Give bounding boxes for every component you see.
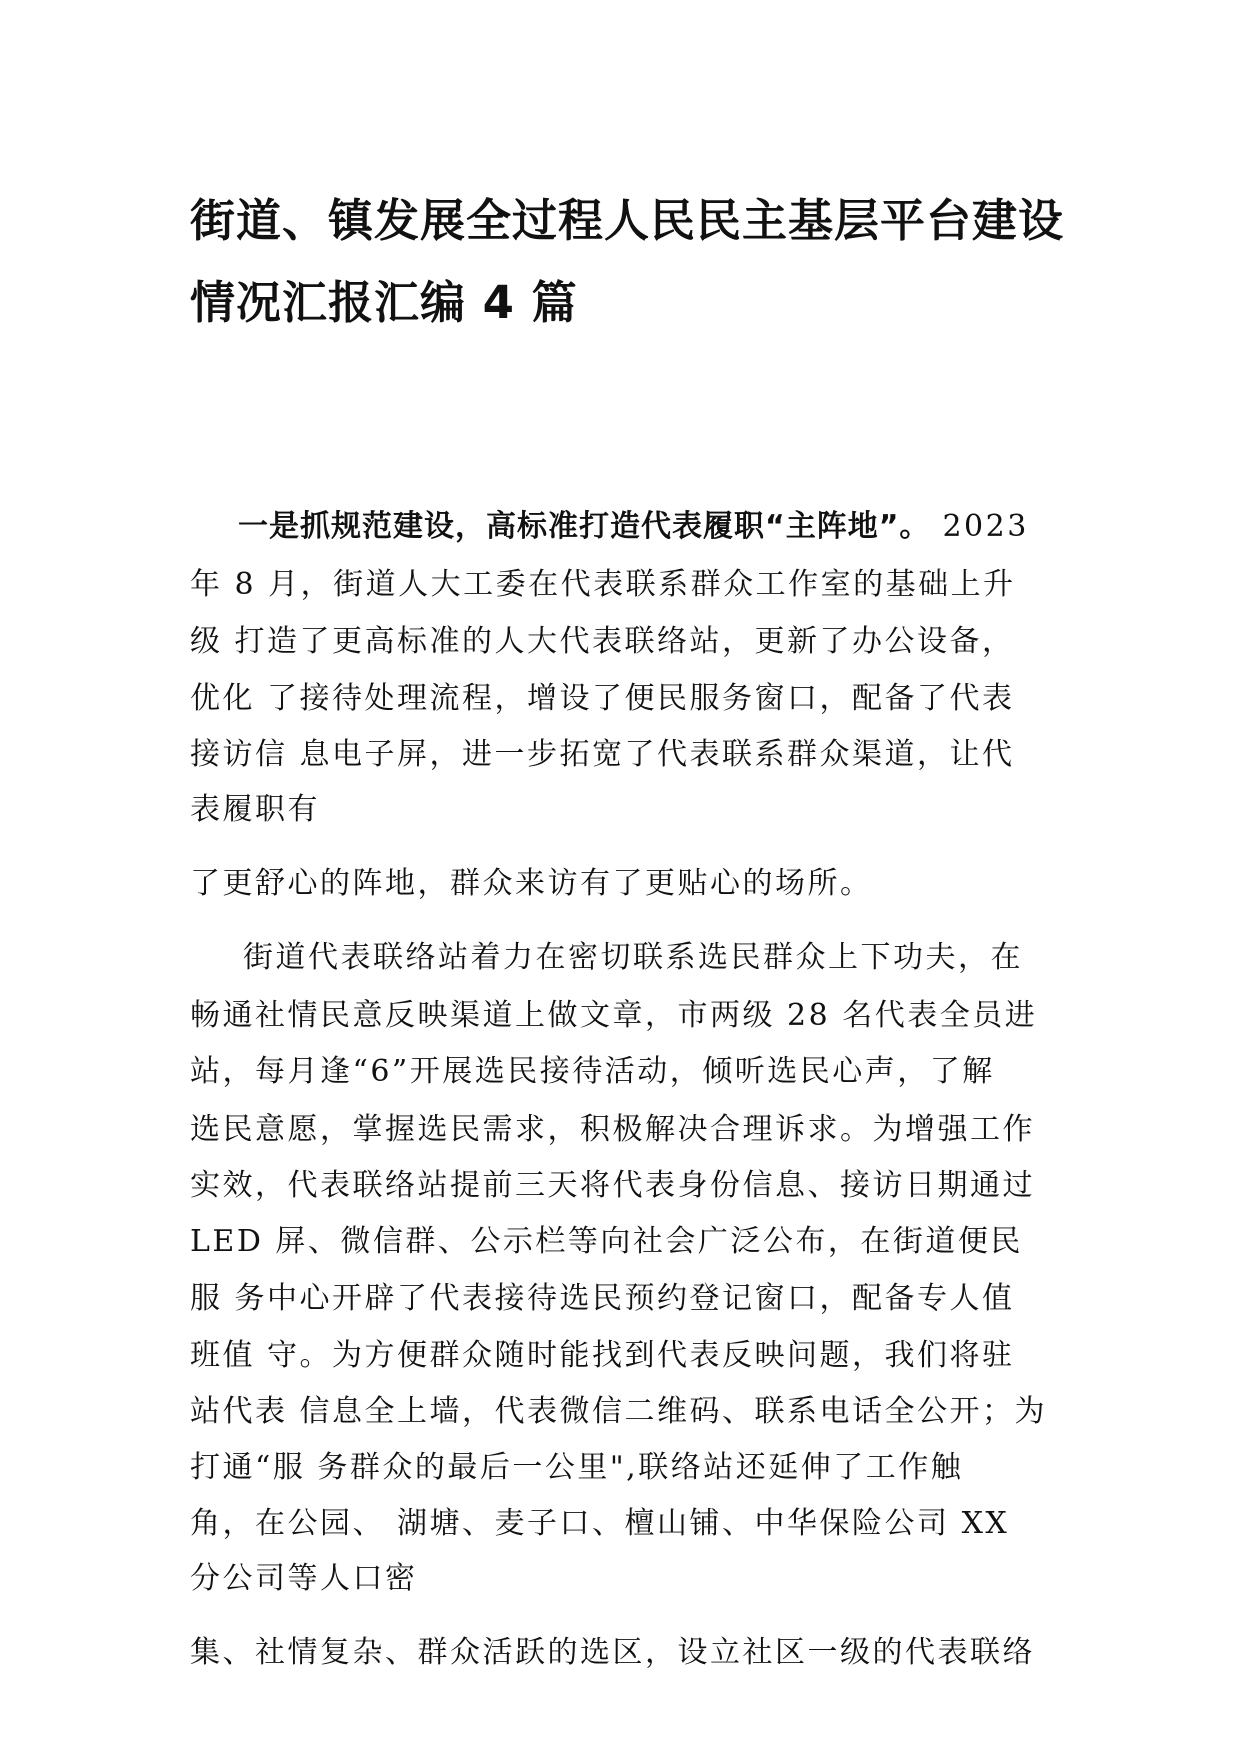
paragraph-1-line-1 — [238, 507, 1029, 547]
paragraph-2-line-1: 街道代表联络站着力在密切联系选民群众上下功夫，在 — [243, 940, 1023, 975]
paragraph-1-line-2: 年 8 月，街道人大工委在代表联系群众工作室的基础上升 — [190, 567, 1016, 602]
paragraph-1-line-6: 表履职有 — [190, 792, 320, 827]
paragraph-2-line-2: 畅通社情民意反映渠道上做文章，市两级 28 名代表全员进 — [190, 998, 1038, 1033]
paragraph-3-line-1: 集、社情复杂、群众活跃的选区，设立社区一级的代表联络 — [190, 1635, 1035, 1670]
paragraph-2-line-9: 站代表 信息全上墙，代表微信二维码、联系电话全公开；为 — [190, 1394, 1048, 1429]
paragraph-2-line-7: 服 务中心开辟了代表接待选民预约登记窗口，配备专人值 — [190, 1281, 1015, 1316]
paragraph-2-line-12: 分公司等人口密 — [190, 1561, 418, 1596]
title-line-2: 情况汇报汇编 4 篇 — [190, 276, 578, 329]
paragraph-1-tail: 了更舒心的阵地，群众来访有了更贴心的场所。 — [190, 866, 873, 901]
paragraph-2-line-5: 实效，代表联络站提前三天将代表身份信息、接访日期通过 — [190, 1168, 1035, 1203]
paragraph-1-line-3: 级 打造了更高标准的人大代表联络站，更新了办公设备， — [190, 624, 1015, 659]
paragraph-2-line-3: 站，每月逢“6”开展选民接待活动，倾听选民心声，了解 — [190, 1054, 995, 1089]
paragraph-1-lead: 一是抓规范建设，高标准打造代表履职“主阵地”。 — [238, 509, 931, 544]
paragraph-2-line-8: 班值 守。为方便群众随时能找到代表反映问题，我们将驻 — [190, 1338, 1015, 1373]
paragraph-2-line-4: 选民意愿，掌握选民需求，积极解决合理诉求。为增强工作 — [190, 1112, 1035, 1147]
document-title — [190, 180, 1070, 344]
paragraph-1-line-4: 优化 了接待处理流程，增设了便民服务窗口，配备了代表 — [190, 681, 1015, 716]
paragraph-2-line-6: LED 屏、微信群、公示栏等向社会广泛公布，在街道便民 — [190, 1224, 1023, 1259]
paragraph-1-line-5: 接访信 息电子屏，进一步拓宽了代表联系群众渠道，让代 — [190, 737, 1015, 772]
paragraph-2-line-10: 打通“服 务群众的最后一公里",联络站还延伸了工作触 — [190, 1450, 964, 1485]
paragraph-2-line-11: 角，在公园、 湖塘、麦子口、檀山铺、中华保险公司 XX — [190, 1506, 1010, 1541]
title-line-1: 街道、镇发展全过程人民民主基层平台建设 — [190, 194, 1065, 247]
paragraph-1-lead-year: 2023 — [930, 509, 1029, 544]
